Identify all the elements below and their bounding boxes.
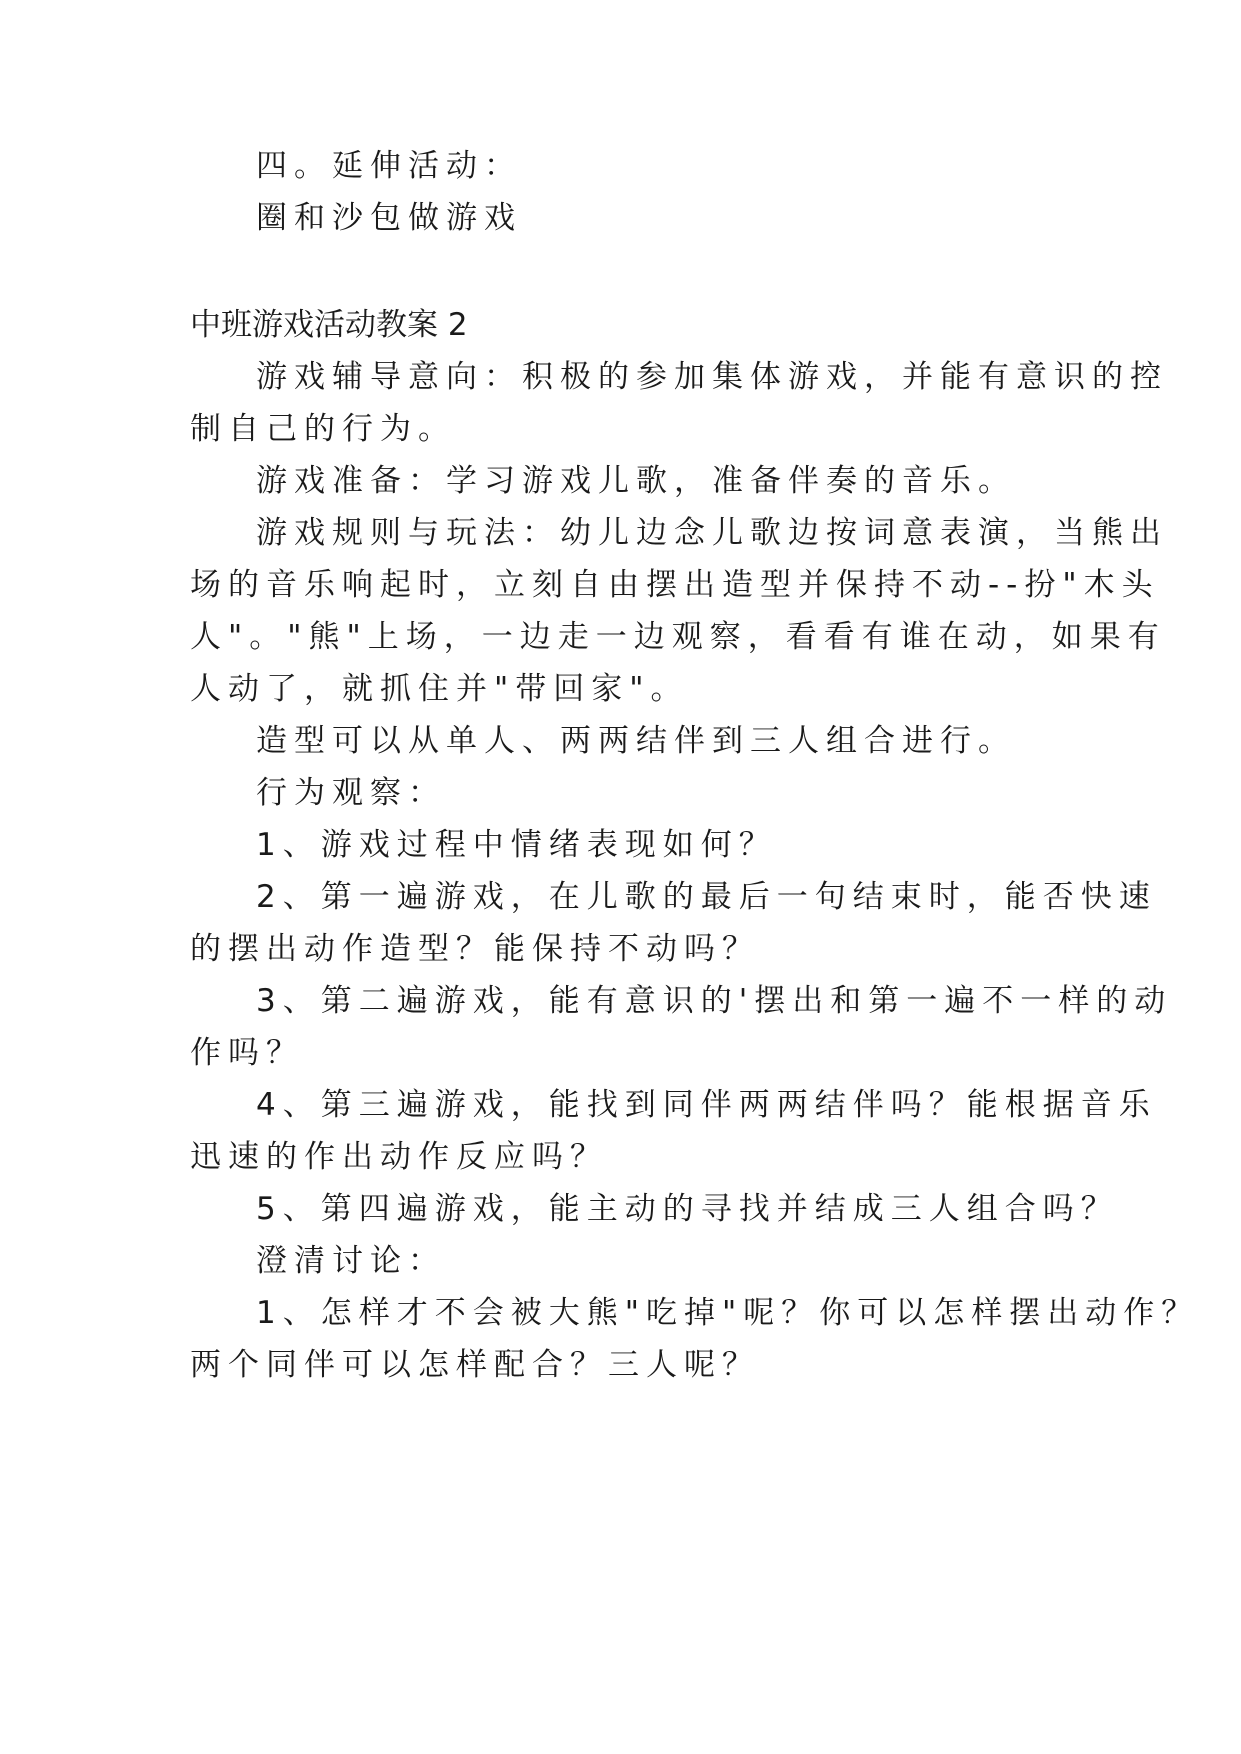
document-title: 中班游戏活动教案 2	[190, 307, 468, 343]
list-item: 2、第一遍游戏，在儿歌的最后一句结束时，能否快速	[256, 879, 1157, 915]
list-item-continuation: 迅速的作出动作反应吗？	[190, 1139, 608, 1175]
paragraph-line: 游戏辅导意向：积极的参加集体游戏，并能有意识的控	[256, 359, 1168, 395]
list-item-continuation: 的摆出动作造型？能保持不动吗？	[190, 931, 760, 967]
paragraph-line: 人动了，就抓住并"带回家"。	[190, 671, 689, 707]
list-item-continuation: 作吗？	[190, 1035, 304, 1071]
list-item: 1、游戏过程中情绪表现如何？	[256, 827, 777, 863]
paragraph-line: 制自己的行为。	[190, 411, 456, 447]
list-item: 3、第二遍游戏，能有意识的'摆出和第一遍不一样的动	[256, 983, 1173, 1019]
paragraph: 圈和沙包做游戏	[256, 200, 522, 236]
list-item: 4、第三遍游戏，能找到同伴两两结伴吗？能根据音乐	[256, 1087, 1157, 1123]
list-item: 1、怎样才不会被大熊"吃掉"呢？你可以怎样摆出动作？	[256, 1295, 1200, 1331]
paragraph-line: 场的音乐响起时，立刻自由摆出造型并保持不动--扮"木头	[190, 567, 1160, 603]
paragraph-line: 游戏准备：学习游戏儿歌，准备伴奏的音乐。	[256, 463, 1016, 499]
list-item-continuation: 两个同伴可以怎样配合？三人呢？	[190, 1347, 760, 1383]
paragraph-line: 游戏规则与玩法：幼儿边念儿歌边按词意表演，当熊出	[256, 515, 1168, 551]
paragraph-line: 人"。"熊"上场，一边走一边观察，看看有谁在动，如果有	[190, 619, 1166, 655]
paragraph-line: 造型可以从单人、两两结伴到三人组合进行。	[256, 723, 1016, 759]
section-heading-extension: 四。延伸活动：	[256, 148, 522, 184]
list-item: 5、第四遍游戏，能主动的寻找并结成三人组合吗？	[256, 1191, 1119, 1227]
section-heading-observation: 行为观察：	[256, 775, 446, 811]
section-heading-discussion: 澄清讨论：	[256, 1243, 446, 1279]
